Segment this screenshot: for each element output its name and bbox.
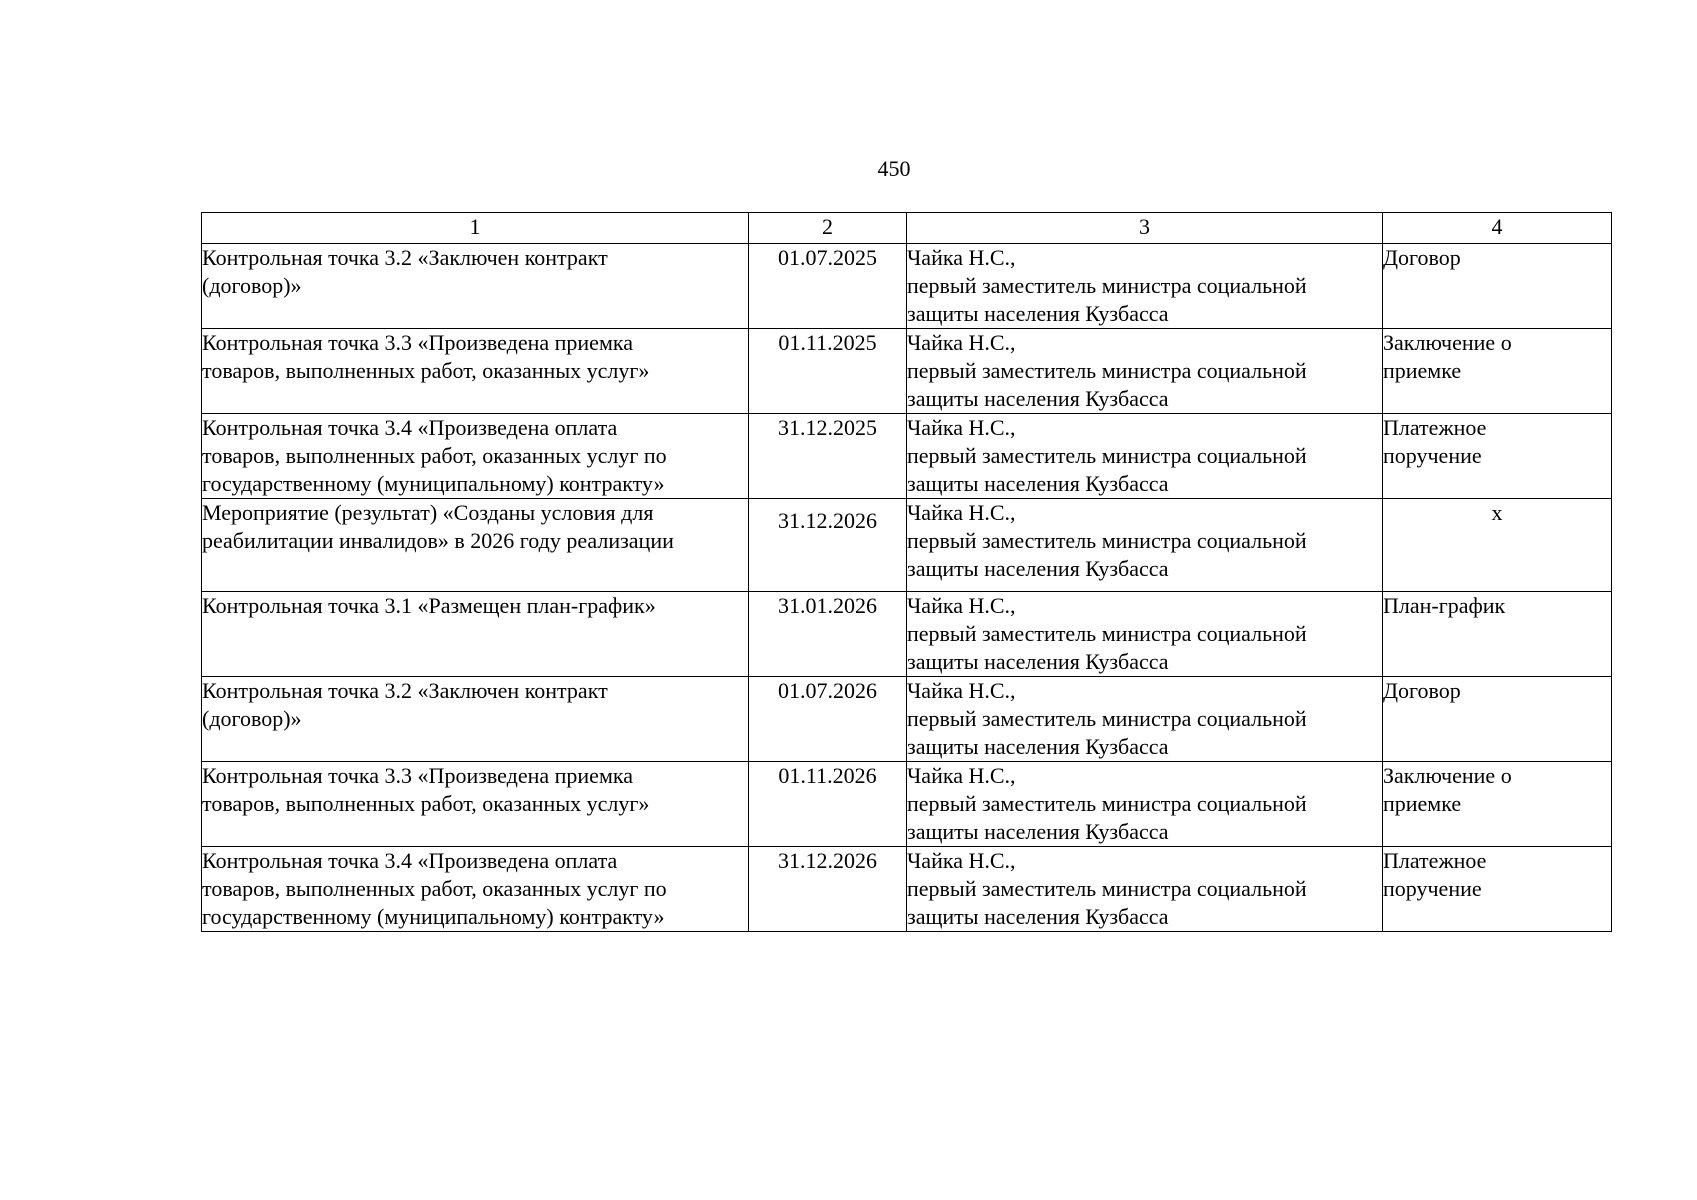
document-cell-line: х [1491, 500, 1503, 525]
column-header-4: 4 [1383, 213, 1612, 244]
document-cell-line: План-график [1383, 593, 1506, 618]
table-row [202, 677, 1612, 762]
document-cell [1383, 244, 1612, 329]
name-cell-line: товаров, выполненных работ, оказанных услуг» [202, 358, 650, 383]
responsible-cell-line: Чайка Н.С., [907, 245, 1016, 270]
table-row [202, 244, 1612, 329]
document-cell-line: Платежное [1383, 415, 1487, 440]
name-cell-line: Контрольная точка 3.3 «Произведена приемка [202, 763, 633, 788]
document-cell-line: Заключение о [1383, 763, 1512, 788]
name-cell [202, 499, 749, 592]
name-cell [202, 414, 749, 499]
document-cell [1383, 329, 1612, 414]
responsible-cell-line: первый заместитель министра социальной [907, 273, 1307, 298]
responsible-cell [907, 244, 1383, 329]
responsible-cell [907, 592, 1383, 677]
table-row [202, 847, 1612, 932]
document-cell-line: Заключение о [1383, 330, 1512, 355]
column-header-1: 1 [202, 213, 749, 244]
document-cell-line: Договор [1383, 245, 1461, 270]
name-cell-line: товаров, выполненных работ, оказанных услуг по [202, 443, 667, 468]
responsible-cell-line: Чайка Н.С., [907, 500, 1016, 525]
control-points-table [201, 212, 1612, 932]
responsible-cell-line: Чайка Н.С., [907, 678, 1016, 703]
name-cell-line: Мероприятие (результат) «Созданы условия для [202, 500, 654, 525]
document-cell-line: приемке [1383, 358, 1462, 383]
name-cell [202, 677, 749, 762]
date-cell: 31.12.2025 [749, 414, 907, 499]
date-cell: 01.07.2026 [749, 677, 907, 762]
responsible-cell-line: защиты населения Кузбасса [907, 301, 1169, 326]
responsible-cell-line: первый заместитель министра социальной [907, 706, 1307, 731]
date-cell: 01.11.2026 [749, 762, 907, 847]
responsible-cell-line: защиты населения Кузбасса [907, 904, 1169, 929]
name-cell-line: товаров, выполненных работ, оказанных услуг по [202, 876, 667, 901]
table-row [202, 592, 1612, 677]
name-cell-line: государственному (муниципальному) контракту» [202, 471, 665, 496]
responsible-cell [907, 677, 1383, 762]
date-cell: 31.12.2026 [749, 847, 907, 932]
responsible-cell-line: Чайка Н.С., [907, 593, 1016, 618]
table-row [202, 329, 1612, 414]
date-cell: 01.11.2025 [749, 329, 907, 414]
name-cell-line: (договор)» [202, 273, 302, 298]
responsible-cell-line: защиты населения Кузбасса [907, 649, 1169, 674]
document-cell-line: приемке [1383, 791, 1462, 816]
column-header-3: 3 [907, 213, 1383, 244]
date-cell: 31.12.2026 [749, 499, 907, 592]
responsible-cell-line: защиты населения Кузбасса [907, 386, 1169, 411]
page-number: 450 [877, 156, 911, 181]
responsible-cell-line: первый заместитель министра социальной [907, 528, 1307, 553]
document-cell [1383, 414, 1612, 499]
name-cell-line: реабилитации инвалидов» в 2026 году реализации [202, 528, 674, 553]
name-cell [202, 329, 749, 414]
name-cell [202, 762, 749, 847]
responsible-cell-line: первый заместитель министра социальной [907, 443, 1307, 468]
responsible-cell-line: первый заместитель министра социальной [907, 876, 1307, 901]
document-cell-line: Платежное [1383, 848, 1487, 873]
document-cell [1383, 677, 1612, 762]
responsible-cell-line: Чайка Н.С., [907, 848, 1016, 873]
responsible-cell-line: Чайка Н.С., [907, 415, 1016, 440]
name-cell-line: Контрольная точка 3.3 «Произведена приемка [202, 330, 633, 355]
responsible-cell-line: защиты населения Кузбасса [907, 819, 1169, 844]
document-cell-line: поручение [1383, 876, 1482, 901]
table-body [202, 244, 1612, 932]
responsible-cell-line: первый заместитель министра социальной [907, 621, 1307, 646]
document-cell-line: поручение [1383, 443, 1482, 468]
responsible-cell [907, 762, 1383, 847]
responsible-cell-line: защиты населения Кузбасса [907, 734, 1169, 759]
name-cell [202, 244, 749, 329]
document-cell [1383, 592, 1612, 677]
responsible-cell [907, 329, 1383, 414]
table-row [202, 762, 1612, 847]
document-cell [1383, 762, 1612, 847]
column-header-2: 2 [749, 213, 907, 244]
name-cell-line: государственному (муниципальному) контракту» [202, 904, 665, 929]
name-cell-line: Контрольная точка 3.2 «Заключен контракт [202, 678, 608, 703]
document-cell [1383, 499, 1612, 592]
responsible-cell-line: защиты населения Кузбасса [907, 471, 1169, 496]
name-cell-line: товаров, выполненных работ, оказанных услуг» [202, 791, 650, 816]
responsible-cell [907, 499, 1383, 592]
name-cell-line: Контрольная точка 3.2 «Заключен контракт [202, 245, 608, 270]
responsible-cell [907, 414, 1383, 499]
table-row [202, 499, 1612, 592]
name-cell-line: Контрольная точка 3.1 «Размещен план-график» [202, 593, 656, 618]
date-cell: 01.07.2025 [749, 244, 907, 329]
table-header [202, 213, 1612, 244]
name-cell [202, 847, 749, 932]
responsible-cell-line: Чайка Н.С., [907, 763, 1016, 788]
date-cell: 31.01.2026 [749, 592, 907, 677]
name-cell-line: (договор)» [202, 706, 302, 731]
header-row [202, 213, 1612, 244]
responsible-cell-line: первый заместитель министра социальной [907, 791, 1307, 816]
responsible-cell [907, 847, 1383, 932]
document-cell [1383, 847, 1612, 932]
name-cell [202, 592, 749, 677]
name-cell-line: Контрольная точка 3.4 «Произведена оплата [202, 848, 618, 873]
responsible-cell-line: защиты населения Кузбасса [907, 556, 1169, 581]
responsible-cell-line: Чайка Н.С., [907, 330, 1016, 355]
name-cell-line: Контрольная точка 3.4 «Произведена оплата [202, 415, 618, 440]
table-row [202, 414, 1612, 499]
document-cell-line: Договор [1383, 678, 1461, 703]
responsible-cell-line: первый заместитель министра социальной [907, 358, 1307, 383]
